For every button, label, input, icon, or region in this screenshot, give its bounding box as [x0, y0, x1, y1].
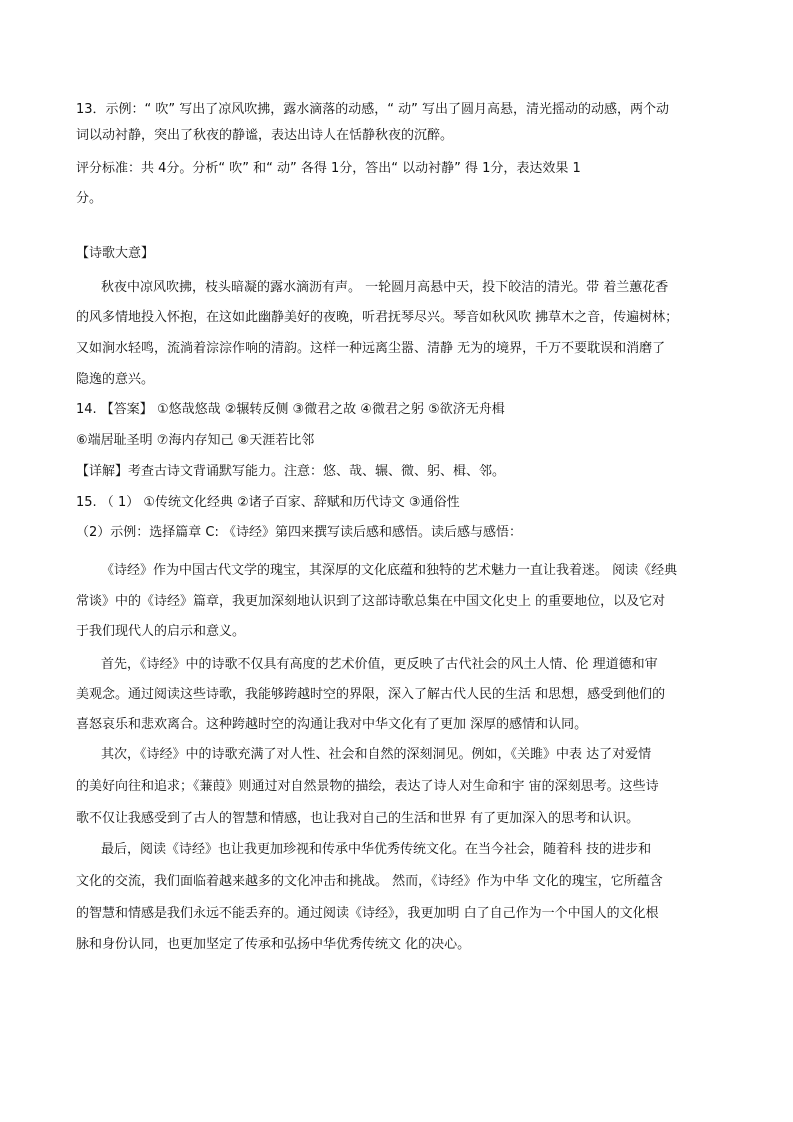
q14-answer-line-1: 14. 【答案】 ①悠哉悠哉 ②辗转反侧 ③微君之故 ④微君之躬 ⑤欲济无舟楫 — [76, 402, 505, 417]
q15-para-4-line-2: 文化的交流，我们面临着越来越多的文化冲击和挑战。 然而，《诗经》作为中华 文化的瑰宝，它所蕴含 — [76, 874, 663, 889]
q15-para-4-line-1: 最后，阅读《诗经》也让我更加珍视和传承中华优秀传统文化。在当今社会，随着科 技的进步和 — [101, 842, 652, 857]
q15-para-3-line-1: 其次，《诗经》中的诗歌充满了对人性、社会和自然的深刻洞见。例如，《关雎》中表 达了对爱情 — [101, 747, 652, 762]
q15-para-4-line-4: 脉和身份认同，也更加坚定了传承和弘扬中华优秀传统文 化的决心。 — [76, 937, 471, 952]
q13-answer-line-1: 13．示例：“ 吹” 写出了凉风吹拂，露水滴落的动感，“ 动” 写出了圆月高悬，清光摇动的动感，两个动 — [76, 102, 670, 117]
q15-para-1-line-2: 常谈》中的《诗经》篇章，我更加深刻地认识到了这部诗歌总集在中国文化史上 的重要地位，以及它对 — [76, 594, 666, 609]
poem-meaning-line-4: 隐逸的意兴。 — [76, 372, 155, 387]
q14-answer-line-2: ⑥端居耻圣明 ⑦海内存知己 ⑧天涯若比邻 — [76, 433, 315, 448]
poem-meaning-line-2: 的风多情地投入怀抱，在这如此幽静美好的夜晚，听君抚琴尽兴。琴音如秋风吹 拂草木之音，传遍树林； — [76, 310, 679, 325]
poem-meaning-line-1: 秋夜中凉风吹拂，枝头暗凝的露水滴沥有声。 一轮圆月高悬中天，投下皎洁的清光。带 着兰蕙花香 — [101, 280, 669, 295]
q15-para-1-line-3: 于我们现代人的启示和意义。 — [76, 624, 246, 639]
q15-para-1-line-1: 《诗经》作为中国古代文学的瑰宝，其深厚的文化底蕴和独特的艺术魅力一直让我着迷。 阅读《经典 — [101, 563, 678, 578]
q15-para-4-line-3: 的智慧和情感是我们永远不能丢弃的。通过阅读《诗经》，我更加明 白了自己作为一个中国人的文化根 — [76, 906, 659, 921]
q13-scoring-line-2: 分。 — [76, 191, 103, 206]
q15-part-1: 15. （ 1） ①传统文化经典 ②诸子百家、辞赋和历代诗文 ③通俗性 — [76, 495, 460, 510]
q15-para-2-line-3: 喜怒哀乐和悲欢离合。这种跨越时空的沟通让我对中华文化有了更加 深厚的感情和认同。 — [76, 717, 588, 732]
q13-answer-line-2: 词以动衬静，突出了秋夜的静谧，表达出诗人在恬静秋夜的沉醉。 — [76, 128, 454, 143]
q13-scoring-line-1: 评分标准：共 4分。分析“ 吹” 和“ 动” 各得 1分，答出“ 以动衬静” 得 1分，表达效果 1 — [76, 161, 581, 176]
poem-meaning-line-3: 又如涧水轻鸣，流淌着淙淙作响的清韵。这样一种远离尘嚣、清静 无为的境界，千万不要耽误和消磨了 — [76, 341, 666, 356]
q15-part-2-intro: （2）示例：选择篇章 C: 《诗经》第四来撰写读后感和感悟。读后感与感悟： — [76, 525, 522, 540]
q14-explanation: 【详解】考查古诗文背诵默写能力。注意：悠、哉、辗、微、躬、楫、邻。 — [76, 464, 506, 479]
poem-meaning-heading: 【诗歌大意】 — [76, 246, 155, 261]
q15-para-3-line-3: 歌不仅让我感受到了古人的智慧和情感，也让我对自己的生活和世界 有了更加深入的思考和认识。 — [76, 811, 640, 826]
q15-para-2-line-2: 美观念。通过阅读这些诗歌，我能够跨越时空的界限，深入了解古代人民的生活 和思想，感受到他们的 — [76, 687, 666, 702]
q15-para-2-line-1: 首先，《诗经》中的诗歌不仅具有高度的艺术价值，更反映了古代社会的风土人情、伦 理道德和审 — [101, 657, 658, 672]
q15-para-3-line-2: 的美好向往和追求；《蒹葭》则通过对自然景物的描绘，表达了诗人对生命和宇 宙的深刻思考。这些诗 — [76, 779, 659, 794]
